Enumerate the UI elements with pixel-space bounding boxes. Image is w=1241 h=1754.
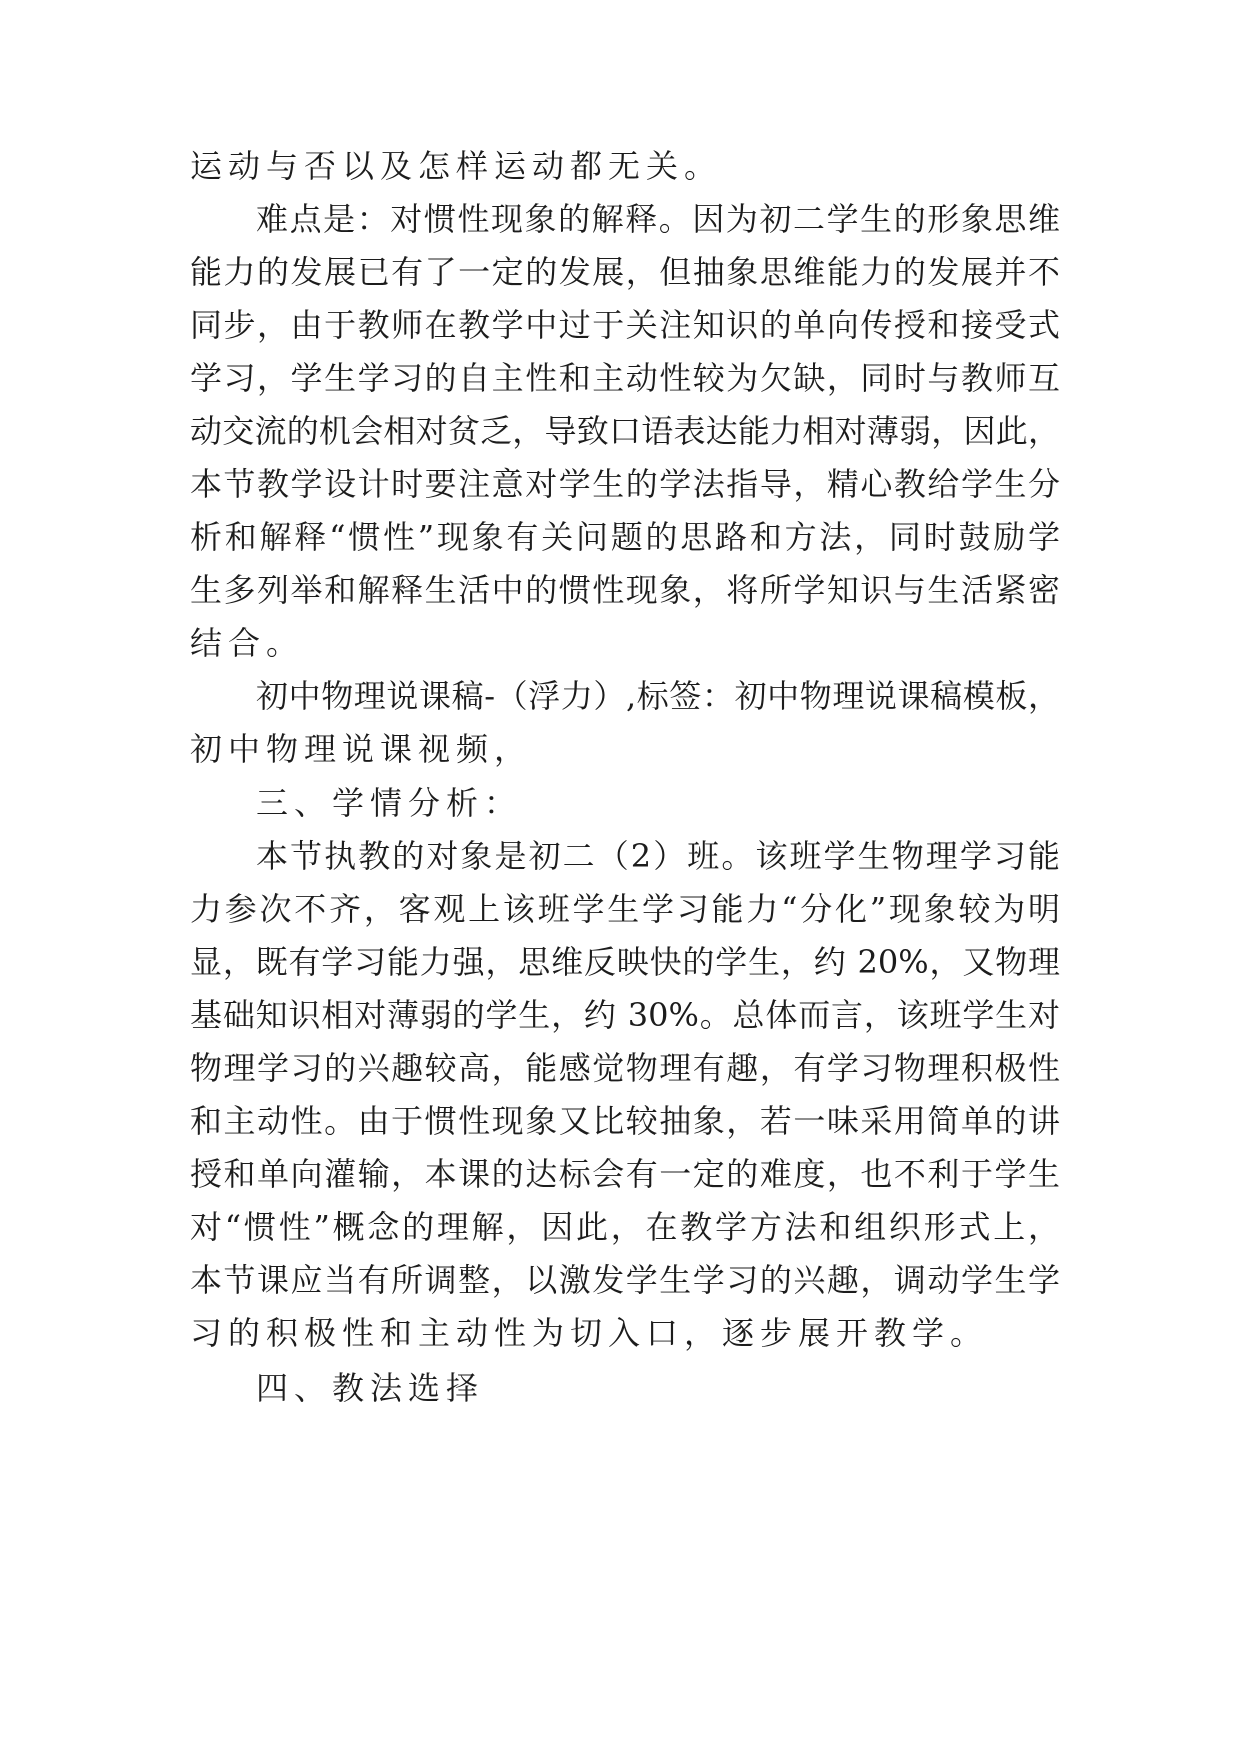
section-heading: 四、教法选择 xyxy=(256,1369,485,1407)
text-line: 能力的发展已有了一定的发展，但抽象思维能力的发展并不 xyxy=(190,253,1060,291)
text-line: 难点是：对惯性现象的解释。因为初二学生的形象思维 xyxy=(256,200,1060,238)
text-line: 基础知识相对薄弱的学生，约 30%。总体而言，该班学生对 xyxy=(190,996,1060,1034)
text-line: 物理学习的兴趣较高，能感觉物理有趣，有学习物理积极性 xyxy=(190,1049,1060,1087)
text-line: 动交流的机会相对贫乏，导致口语表达能力相对薄弱，因此， xyxy=(190,412,1060,450)
text-line: 本节课应当有所调整，以激发学生学习的兴趣，调动学生学 xyxy=(190,1261,1060,1299)
text-line: 对“惯性”概念的理解，因此，在教学方法和组织形式上， xyxy=(190,1208,1060,1246)
text-line: 析和解释“惯性”现象有关问题的思路和方法，同时鼓励学 xyxy=(190,518,1060,556)
text-line: 显，既有学习能力强，思维反映快的学生，约 20%，又物理 xyxy=(190,943,1060,981)
text-line: 授和单向灌输，本课的达标会有一定的难度，也不利于学生 xyxy=(190,1155,1060,1193)
text-line: 初中物理说课视频， xyxy=(190,730,533,768)
text-line: 和主动性。由于惯性现象又比较抽象，若一味采用简单的讲 xyxy=(190,1102,1060,1140)
text-line: 初中物理说课稿-（浮力）,标签：初中物理说课稿模板， xyxy=(256,677,1060,715)
text-line: 本节执教的对象是初二（2）班。该班学生物理学习能 xyxy=(256,837,1060,875)
text-line: 结合。 xyxy=(190,624,305,662)
section-heading: 三、学情分析： xyxy=(256,784,523,822)
text-line: 习的积极性和主动性为切入口，逐步展开教学。 xyxy=(190,1314,989,1352)
text-line: 力参次不齐，客观上该班学生学习能力“分化”现象较为明 xyxy=(190,890,1060,928)
text-line: 同步，由于教师在教学中过于关注知识的单向传授和接受式 xyxy=(190,306,1060,344)
text-line: 本节教学设计时要注意对学生的学法指导，精心教给学生分 xyxy=(190,465,1060,503)
text-line: 运动与否以及怎样运动都无关。 xyxy=(190,147,723,185)
text-line: 学习，学生学习的自主性和主动性较为欠缺，同时与教师互 xyxy=(190,359,1060,397)
text-line: 生多列举和解释生活中的惯性现象，将所学知识与生活紧密 xyxy=(190,571,1060,609)
